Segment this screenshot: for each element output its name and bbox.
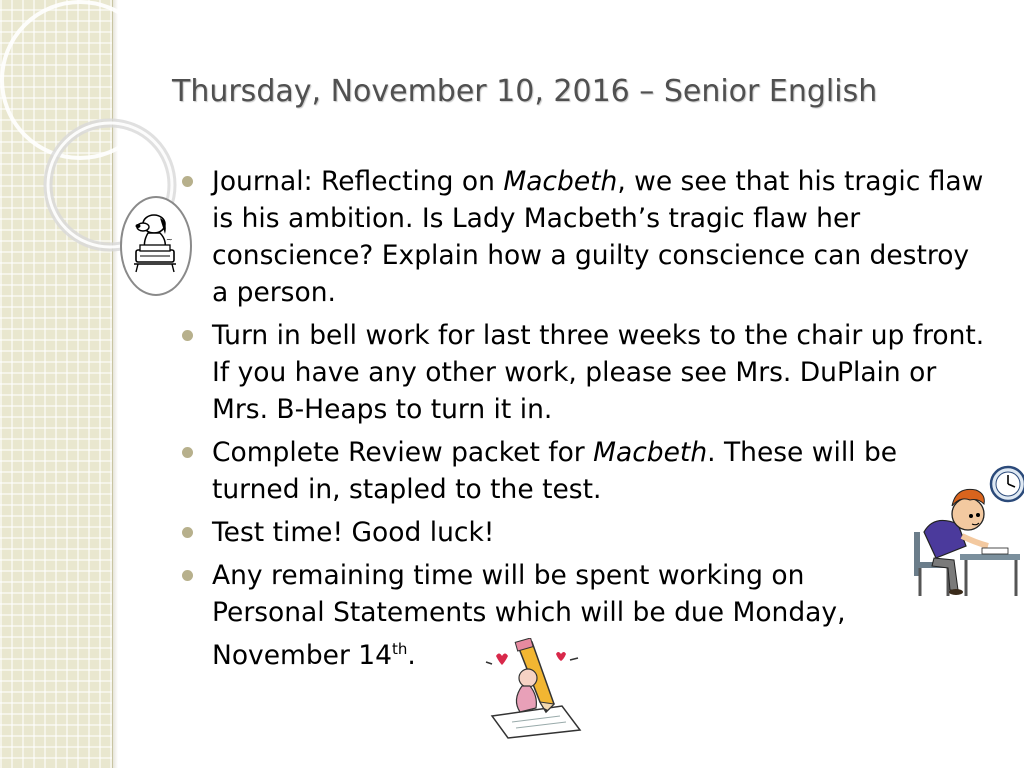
bullet-text: Any remaining time will be spent working on Personal Statements which will be due Monday, November 14	[212, 560, 846, 671]
list-item	[182, 163, 992, 311]
list-item	[182, 317, 992, 428]
list-item	[182, 434, 992, 508]
bullet-text: .	[407, 639, 416, 671]
bullet-text: . These will be turned in, stapled to the test.	[212, 437, 898, 505]
book-title: Macbeth	[503, 166, 618, 197]
svg-text:~: ~	[166, 235, 173, 244]
bullet-text: Test time! Good luck!	[212, 517, 495, 548]
bullet-text: , we see that his tragic flaw is his ambition. Is Lady Macbeth’s tragic flaw her conscience? Explain how a guilty conscience can destroy a person.	[212, 166, 984, 308]
bullet-text: Complete Review packet for	[212, 437, 594, 468]
bullet-dot-icon	[182, 527, 193, 538]
bullet-text: Turn in bell work for last three weeks to the chair up front. If you have any other work, please see Mrs. DuPlain or Mrs. B-Heaps to turn it in.	[212, 320, 985, 425]
bullet-dot-icon	[182, 176, 193, 187]
book-title: Macbeth	[593, 437, 708, 468]
bullet-dot-icon	[182, 330, 193, 341]
list-item	[182, 557, 992, 674]
bullet-text: Journal: Reflecting on	[212, 166, 504, 197]
bullet-list	[182, 163, 992, 680]
slide-title: Thursday, November 10, 2016 – Senior English	[172, 74, 878, 109]
list-item	[182, 514, 992, 551]
bullet-dot-icon	[182, 570, 193, 581]
bullet-dot-icon	[182, 447, 193, 458]
ordinal-suffix: th	[392, 640, 408, 658]
